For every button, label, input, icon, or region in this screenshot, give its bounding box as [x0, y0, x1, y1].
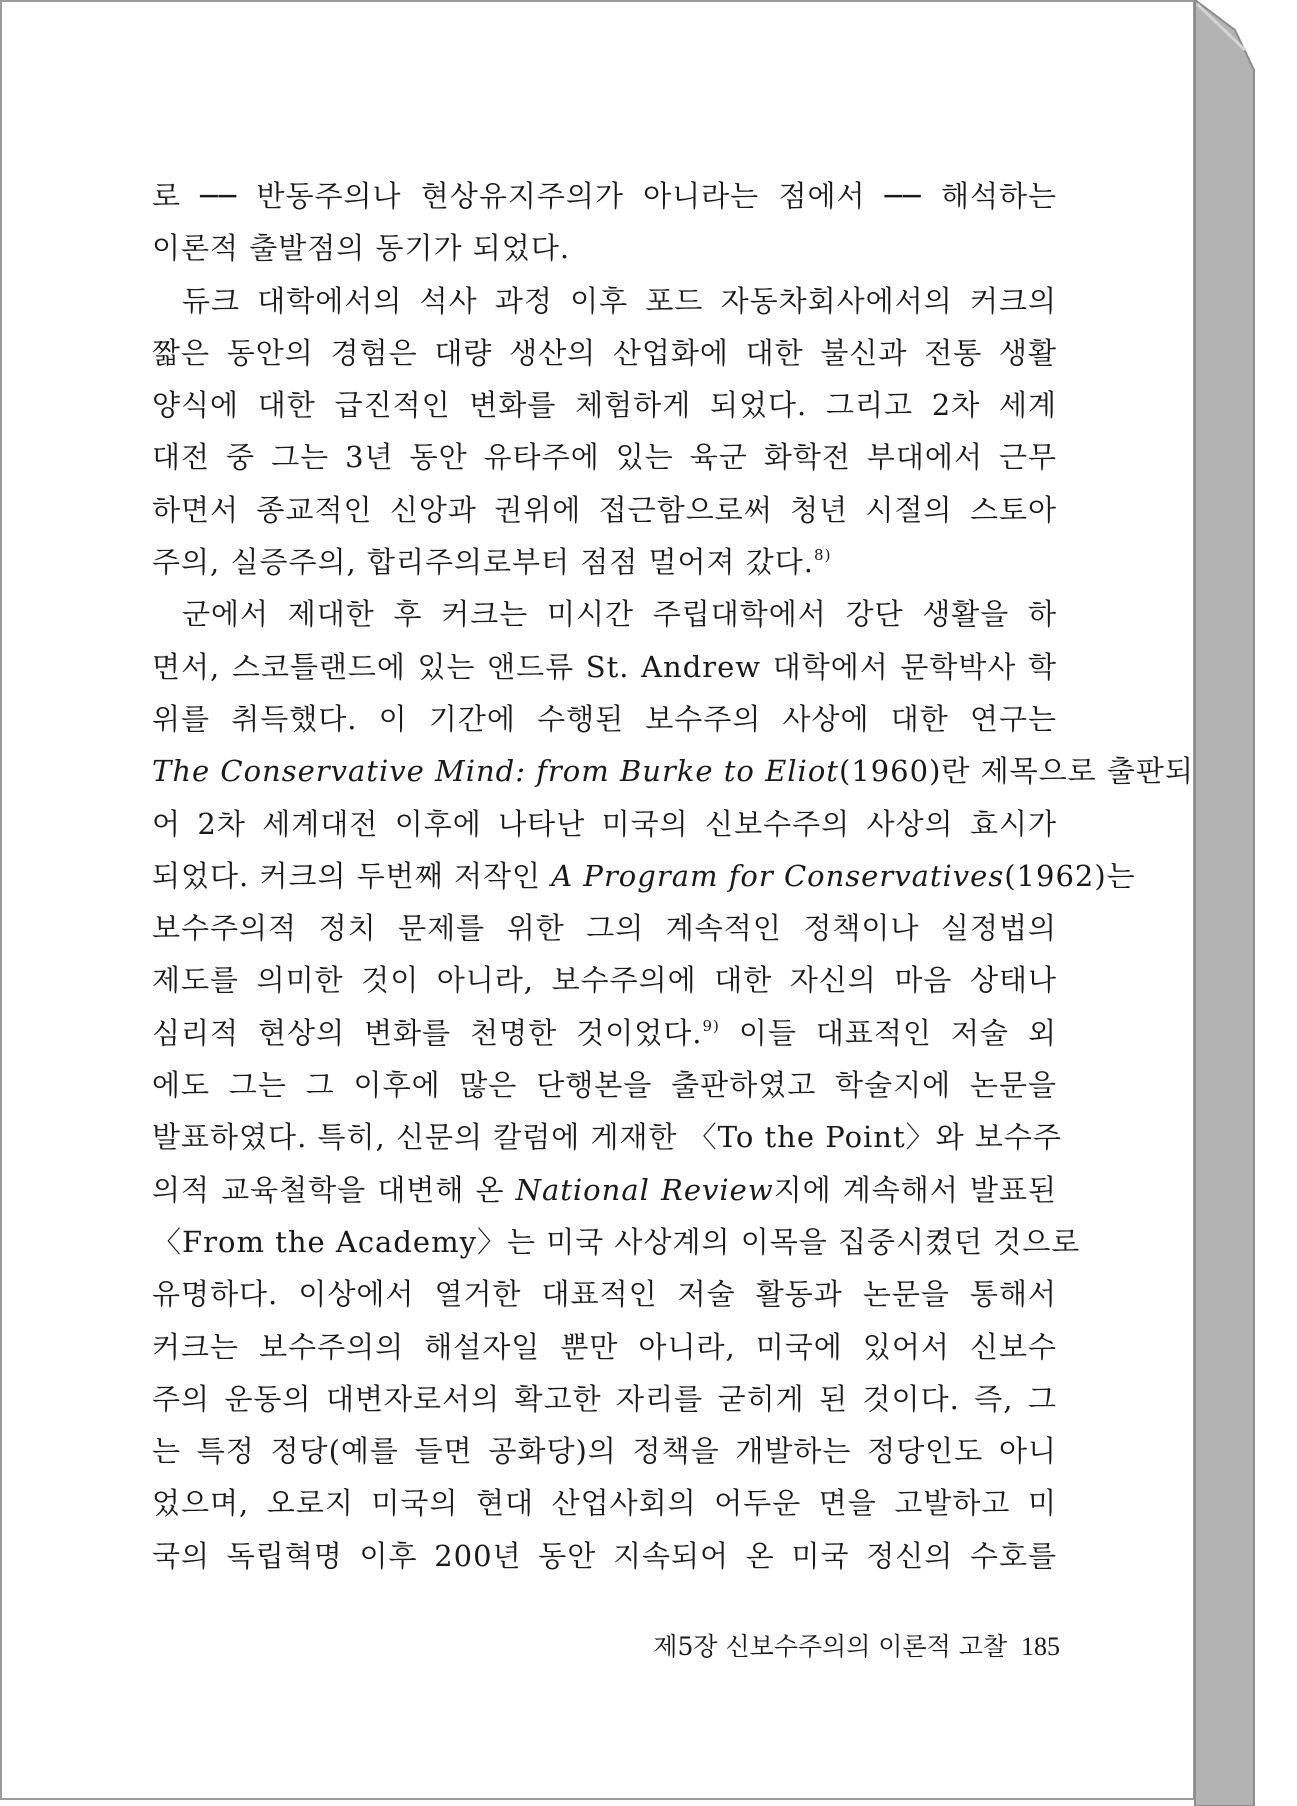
text-segment: 지에 계속해서 발표된 [773, 1172, 1057, 1207]
text-line: 짧은 동안의 경험은 대량 생산의 산업화에 대한 불신과 전통 생활 [152, 335, 1057, 370]
text-line: 제도를 의미한 것이 아니라, 보수주의에 대한 자신의 마음 상태나 [152, 963, 1057, 998]
chapter-title: 제5장 신보수주의의 이론적 고찰 [653, 1632, 1007, 1661]
text-segment: 주의, 실증주의, 합리주의로부터 점점 멀어져 갔다. [152, 545, 815, 580]
text-line: 위를 취득했다. 이 기간에 수행된 보수주의 사상에 대한 연구는 [152, 701, 1057, 736]
text-line: 어 2차 세계대전 이후에 나타난 미국의 신보수주의 사상의 효시가 [152, 806, 1057, 841]
text-segment: 심리적 현상의 변화를 천명한 것이었다. [152, 1015, 703, 1050]
text-line: 듀크 대학에서의 석사 과정 이후 포드 자동차회사에서의 커크의 [182, 283, 1057, 318]
text-line: 었으며, 오로지 미국의 현대 산업사회의 어두운 면을 고발하고 미 [152, 1486, 1057, 1521]
book-title: The Conservative Mind: from Burke to Eliot [152, 754, 839, 789]
text-line: 국의 독립혁명 이후 200년 동안 지속되어 온 미국 정신의 수호를 [152, 1538, 1057, 1573]
text-line: 에도 그는 그 이후에 많은 단행본을 출판하였고 학술지에 논문을 [152, 1068, 1057, 1103]
text-line: 양식에 대한 급진적인 변화를 체험하게 되었다. 그리고 2차 세계 [152, 388, 1057, 423]
text-line: 보수주의적 정치 문제를 위한 그의 계속적인 정책이나 실정법의 [152, 911, 1057, 946]
book-title: A Program for Conservatives [551, 858, 1005, 893]
text-line: 발표하였다. 특히, 신문의 칼럼에 게재한 〈To the Point〉와 보수주 [152, 1120, 1062, 1155]
text-segment: (1962)는 [1004, 858, 1136, 893]
text-segment: (1960)란 제목으로 출판되 [838, 754, 1194, 789]
text-line: 대전 중 그는 3년 동안 유타주에 있는 육군 화학전 부대에서 근무 [152, 440, 1057, 475]
text-line: 이론적 출발점의 동기가 되었다. [152, 231, 571, 266]
footnote-marker: 8) [814, 546, 832, 565]
text-segment: 의적 교육철학을 대변해 온 [152, 1172, 516, 1207]
text-line: 〈From the Academy〉는 미국 사상계의 이목을 집중시켰던 것으로 [152, 1224, 1081, 1259]
text-line: 로 ── 반동주의나 현상유지주의가 아니라는 점에서 ── 해석하는 [152, 179, 1057, 213]
text-line: 는 특정 정당(예를 들면 공화당)의 정책을 개발하는 정당인도 아니 [152, 1434, 1057, 1469]
footnote-marker: 9) [702, 1016, 720, 1035]
text-line: 면서, 스코틀랜드에 있는 앤드류 St. Andrew 대학에서 문학박사 학 [152, 649, 1057, 684]
text-segment: 되었다. 커크의 두번째 저작인 [152, 858, 552, 893]
text-segment: 이들 대표적인 저술 외 [719, 1015, 1057, 1050]
text-line: 주의 운동의 대변자로서의 확고한 자리를 굳히게 된 것이다. 즉, 그 [152, 1381, 1057, 1416]
page-number: 185 [1021, 1632, 1060, 1661]
text-line: 군에서 제대한 후 커크는 미시간 주립대학에서 강단 생활을 하 [182, 597, 1057, 632]
text-line: 유명하다. 이상에서 열거한 대표적인 저술 활동과 논문을 통해서 [152, 1277, 1057, 1312]
text-line: 커크는 보수주의의 해설자일 뿐만 아니라, 미국에 있어서 신보수 [152, 1329, 1057, 1364]
text-line: 하면서 종교적인 신앙과 권위에 접근함으로써 청년 시절의 스토아 [152, 492, 1057, 527]
journal-title: National Review [515, 1172, 774, 1207]
